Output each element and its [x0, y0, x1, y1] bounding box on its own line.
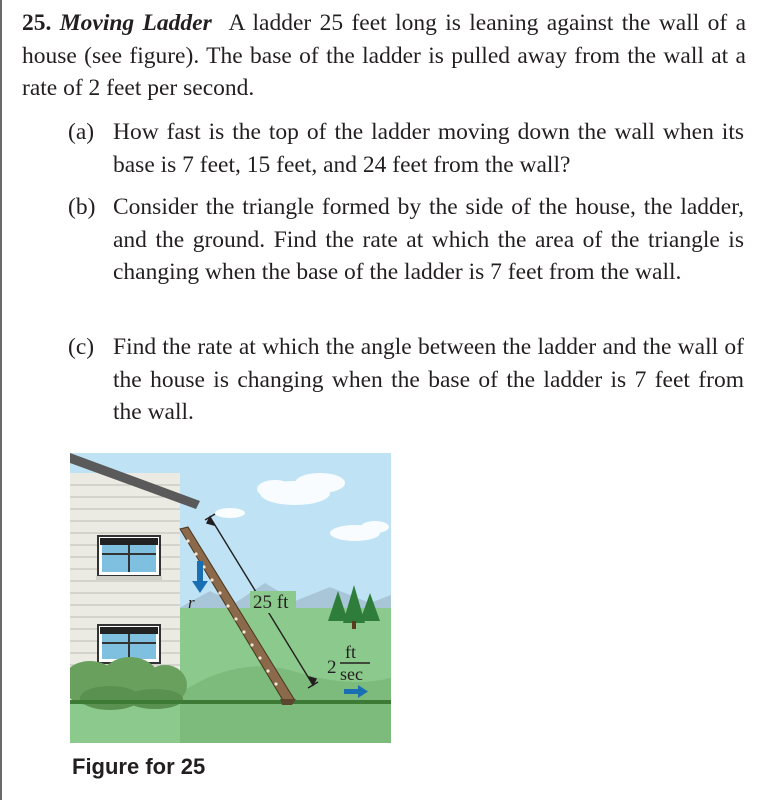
rate-coefficient: 2 — [327, 657, 337, 678]
ground-line — [70, 700, 391, 704]
problem-title: Moving Ladder — [59, 10, 212, 36]
part-c-label: (c) — [68, 334, 95, 360]
problem-statement — [22, 7, 746, 105]
left-margin-rule — [0, 0, 2, 800]
problem-text: A ladder 25 feet long is leaning against the wall of a house (see figure). The base of the ladder is pulled away from the wall at a rate of 2 feet per second. — [22, 10, 747, 101]
part-a — [68, 116, 744, 181]
r-label: r — [188, 593, 195, 612]
part-a-label: (a) — [68, 119, 95, 145]
ladder-length-label: 25 ft — [253, 592, 289, 613]
problem-number: 25. — [22, 10, 52, 36]
ladder-figure — [70, 453, 391, 743]
part-a-text: How fast is the top of the ladder moving down the wall when its base is 7 feet, 15 feet, and 24 feet from the wall? — [113, 119, 744, 178]
figure-caption: Figure for 25 — [72, 754, 206, 779]
window-icon — [96, 536, 162, 580]
part-b-text: Consider the triangle formed by the side of the house, the ladder, and the ground. Find the rate at which the area of the triangle is changing when the base of the ladder is 7 feet from the wall. — [113, 194, 744, 285]
rate-denominator: sec — [340, 664, 363, 684]
part-c — [68, 331, 744, 429]
rate-numerator: ft — [345, 642, 356, 662]
part-b — [68, 191, 744, 289]
part-b-label: (b) — [68, 194, 96, 220]
part-c-text: Find the rate at which the angle between the ladder and the wall of the house is changing when the base of the ladder is 7 feet from the wall. — [113, 334, 744, 425]
